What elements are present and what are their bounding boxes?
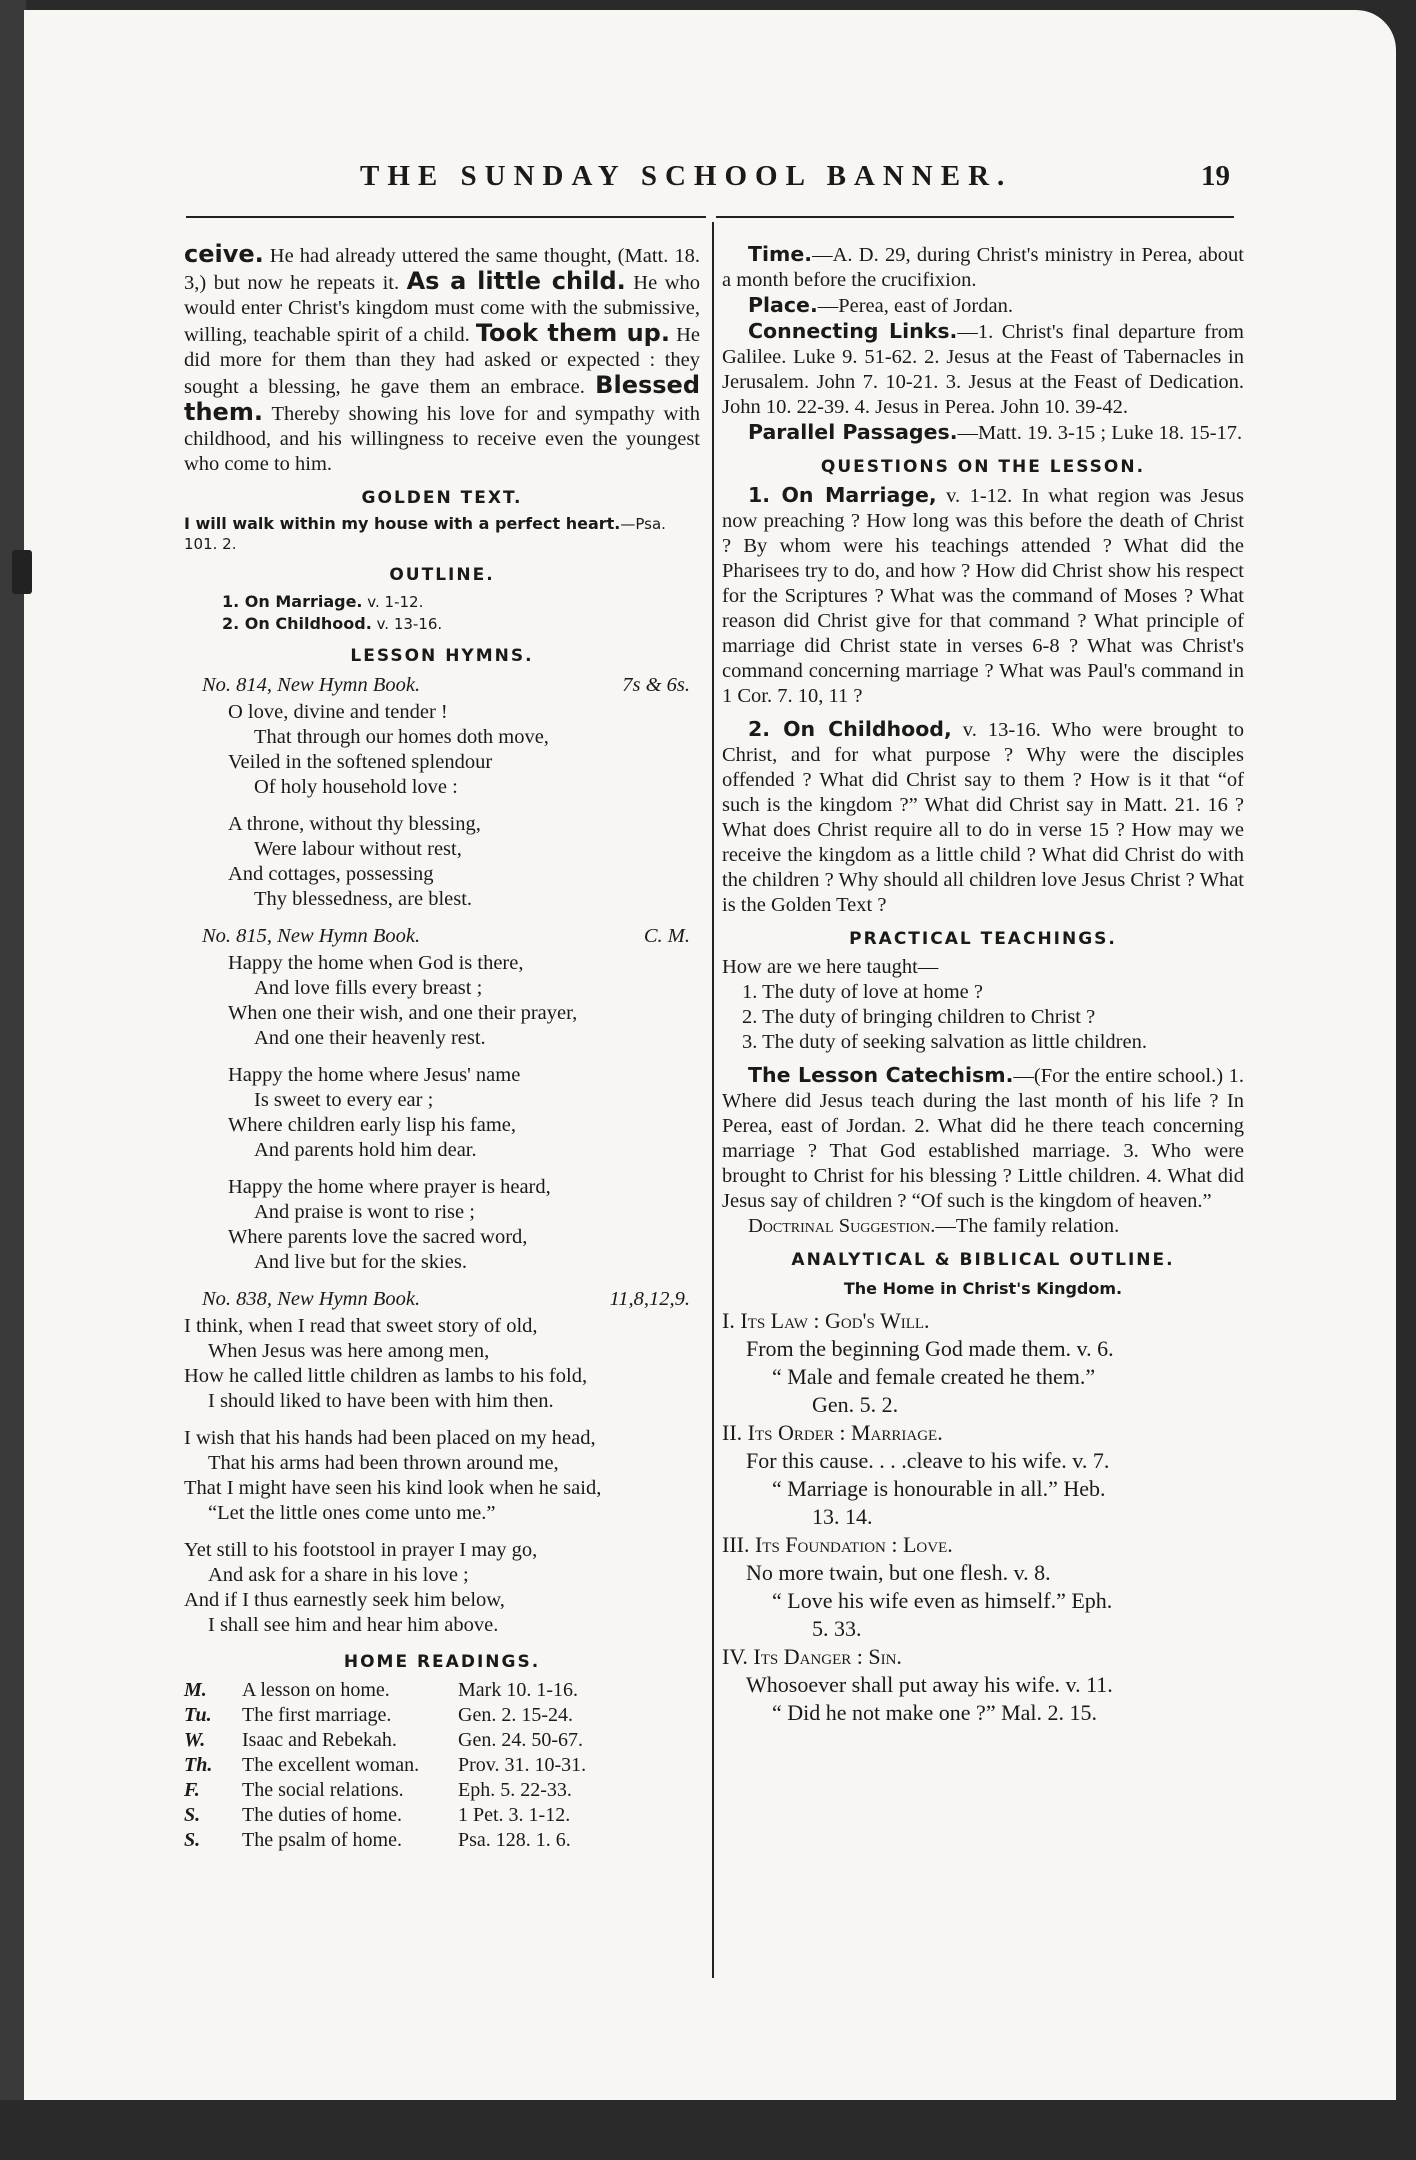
- home-readings-list: [184, 1678, 700, 1853]
- text: Thereby showing his love for and sympathy with childhood, and his willingness to receive even the youngest who come to him.: [184, 403, 700, 475]
- hymn-line: Yet still to his footstool in prayer I may go,: [184, 1539, 538, 1561]
- outline-label: 1. On Marriage.: [222, 592, 363, 611]
- parallel-label: Parallel Passages.: [748, 420, 958, 444]
- list-item: [184, 1828, 700, 1853]
- hymn-line: When one their wish, and one their prayer,: [228, 1002, 578, 1024]
- links-paragraph: [722, 319, 1244, 420]
- outline-section: II. Its Order : Marriage.: [722, 1420, 943, 1445]
- reading-text: The duties of home.: [242, 1804, 402, 1826]
- list-item: [184, 1678, 700, 1703]
- book-binding-edge: [0, 0, 26, 2160]
- hymn-line: And love fills every breast ;: [254, 977, 483, 999]
- outline-section: III. Its Foundation : Love.: [722, 1532, 953, 1557]
- hymn-line: When Jesus was here among men,: [208, 1340, 490, 1362]
- hymn-line: Veiled in the softened splendour: [228, 751, 493, 773]
- doctrinal-paragraph: [722, 1214, 1244, 1239]
- analytical-outline: [722, 1307, 1244, 1727]
- parallel-text: —Matt. 19. 3-15 ; Luke 18. 15-17.: [957, 422, 1243, 444]
- question-label: 1. On Marriage,: [748, 483, 937, 507]
- catechism-label: The Lesson Catechism.: [748, 1063, 1014, 1087]
- outline-line: For this cause. . . .cleave to his wife. v. 7.: [746, 1448, 1110, 1473]
- text: He who would enter Christ's kingdom must come with the submissive, willing, teachable spirit of a child.: [184, 272, 700, 346]
- hymn-stanza: [184, 1314, 700, 1414]
- hymn-line: Happy the home where prayer is heard,: [228, 1176, 551, 1198]
- hymn-line: I think, when I read that sweet story of old,: [184, 1315, 538, 1337]
- questions-heading: QUESTIONS ON THE LESSON.: [820, 457, 1146, 477]
- hymn-line: Were labour without rest,: [254, 838, 462, 860]
- question-paragraph: [722, 483, 1244, 709]
- outline-item: [184, 591, 700, 613]
- parallel-paragraph: [722, 420, 1244, 446]
- outline-line: “ Male and female created he them.”: [772, 1364, 1096, 1389]
- hymn-title: No. 838, New Hymn Book.: [202, 1288, 421, 1310]
- hymn-line: That his arms had been thrown around me,: [208, 1452, 559, 1474]
- place-text: —Perea, east of Jordan.: [817, 295, 1013, 317]
- hymn-line: I shall see him and hear him above.: [208, 1614, 499, 1636]
- hymn-line: “Let the little ones come unto me.”: [208, 1502, 496, 1524]
- golden-text-heading: GOLDEN TEXT.: [361, 488, 523, 508]
- hymn-line: And if I thus earnestly seek him below,: [184, 1589, 505, 1611]
- question-paragraph: [722, 717, 1244, 918]
- hymn-line: Thy blessedness, are blest.: [254, 888, 473, 910]
- time-paragraph: [722, 242, 1244, 293]
- list-item: [184, 1803, 700, 1828]
- hymn-stanza: [184, 1175, 700, 1275]
- reading-day: M.: [184, 1679, 207, 1701]
- outline-line: “ Did he not make one ?” Mal. 2. 15.: [772, 1700, 1098, 1725]
- reading-text: The excellent woman.: [242, 1754, 420, 1776]
- column-divider: [712, 222, 714, 1978]
- hymn-meter: 7s & 6s.: [622, 674, 690, 696]
- list-item: 3. The duty of seeking salvation as little children.: [742, 1031, 1147, 1053]
- links-text: —1. Christ's final departure from Galilee. Luke 9. 51-62. 2. Jesus at the Feast of Tabernacles in Jerusalem. John 7. 10-21. 3. Jesus at the Feast of Dedication. John 10. 22-39. 4. Jesus in Perea. John 10. 39-42.: [722, 321, 1244, 418]
- header-rule-right: [716, 216, 1234, 218]
- hymn-stanza: [184, 951, 700, 1051]
- hymn-line: And live but for the skies.: [254, 1251, 467, 1273]
- outline-section: I. Its Law : God's Will.: [722, 1308, 930, 1333]
- outline-ref: v. 1-12.: [362, 593, 424, 611]
- scan-bottom-edge: [0, 2100, 1416, 2160]
- outline-line: 13. 14.: [812, 1504, 873, 1529]
- hymn-meter: C. M.: [643, 925, 690, 947]
- reading-ref: Prov. 31. 10-31.: [458, 1754, 587, 1776]
- hymn-line: Of holy household love :: [254, 776, 458, 798]
- hymn-line: I wish that his hands had been placed on my head,: [184, 1427, 596, 1449]
- hymn-line: Where parents love the sacred word,: [228, 1226, 528, 1248]
- header-rule-left: [186, 216, 706, 218]
- hymn-stanza: [184, 700, 700, 800]
- reading-ref: Mark 10. 1-16.: [458, 1679, 578, 1701]
- hymn-line: O love, divine and tender !: [228, 701, 448, 723]
- reading-ref: Gen. 24. 50-67.: [458, 1729, 583, 1751]
- reading-ref: Psa. 128. 1. 6.: [458, 1829, 571, 1851]
- hymn-line: Happy the home where Jesus' name: [228, 1064, 521, 1086]
- hymns-heading: LESSON HYMNS.: [350, 646, 534, 666]
- outline-line: From the beginning God made them. v. 6.: [746, 1336, 1114, 1361]
- reading-ref: Gen. 2. 15-24.: [458, 1704, 573, 1726]
- list-item: [184, 1703, 700, 1728]
- text: He had already uttered the same thought, (Matt. 18. 3,) but now he repeats it.: [184, 245, 700, 294]
- hymn-header: [184, 673, 700, 698]
- hymn-line: And cottages, possessing: [228, 863, 434, 885]
- time-label: Time.: [748, 242, 813, 266]
- outline-line: “ Marriage is honourable in all.” Heb.: [772, 1476, 1106, 1501]
- analytical-subheading: The Home in Christ's Kingdom.: [843, 1279, 1123, 1298]
- list-item: 1. The duty of love at home ?: [742, 981, 984, 1003]
- list-item: [184, 1778, 700, 1803]
- running-title: THE SUNDAY SCHOOL BANNER.: [360, 160, 1013, 192]
- question-text: v. 13-16. Who were brought to Christ, and for what purpose ? Why were the disciples offended ? What did Christ say to them ? How is it that “of such is the kingdom ?” What did Christ say in Matt. 21. 16 ? What does Christ require all to do in verse 15 ? How may we receive the kingdom as a little child ? What did Christ do with the children ? Why should all children love Jesus Christ ? What is the Golden Text ?: [722, 719, 1244, 916]
- hymn-stanza: [184, 1063, 700, 1163]
- reading-text: The social relations.: [242, 1779, 404, 1801]
- left-column: [184, 242, 700, 1853]
- commentary-paragraph: [184, 242, 700, 477]
- hymn-title: No. 815, New Hymn Book.: [202, 925, 421, 947]
- reading-text: The psalm of home.: [242, 1829, 402, 1851]
- text: He did more for them than they had asked or expected : they sought a blessing, he gave them an embrace.: [184, 324, 701, 398]
- outline-line: “ Love his wife even as himself.” Eph.: [772, 1588, 1113, 1613]
- practical-intro: How are we here taught—: [722, 956, 939, 978]
- catechism-text: —(For the entire school.) 1. Where did Jesus teach during the last month of his life ? In Perea, east of Jordan. 2. What did he there teach concerning marriage ? That God established marriage. 3. Who were brought to Christ for his blessing ? Little children. 4. What did Jesus say of children ? “Of such is the kingdom of heaven.”: [722, 1065, 1244, 1212]
- reading-day: Tu.: [184, 1704, 212, 1726]
- outline-item: [184, 613, 700, 635]
- hymn-line: Is sweet to every ear ;: [254, 1089, 434, 1111]
- hymn-meter: 11,8,12,9.: [609, 1288, 690, 1310]
- reading-ref: 1 Pet. 3. 1-12.: [458, 1804, 571, 1826]
- outline-line: No more twain, but one flesh. v. 8.: [746, 1560, 1051, 1585]
- golden-text-ref: —Psa. 101. 2.: [184, 515, 666, 553]
- outline-heading: OUTLINE.: [389, 565, 495, 585]
- hymn-header: [184, 1287, 700, 1312]
- reading-day: W.: [184, 1729, 206, 1751]
- hymn-header: [184, 924, 700, 949]
- right-column: [722, 242, 1244, 1727]
- bold-phrase: As a little child.: [406, 267, 626, 295]
- doctrinal-label: Doctrinal Suggestion.: [748, 1215, 936, 1237]
- analytical-heading: ANALYTICAL & BIBLICAL OUTLINE.: [791, 1250, 1175, 1270]
- list-item: 2. The duty of bringing children to Christ ?: [742, 1006, 1096, 1028]
- bold-lead: ceive.: [184, 240, 264, 268]
- outline-section: IV. Its Danger : Sin.: [722, 1644, 902, 1669]
- practical-heading: PRACTICAL TEACHINGS.: [849, 929, 1117, 949]
- hymn-line: And one their heavenly rest.: [254, 1027, 486, 1049]
- reading-day: F.: [184, 1779, 200, 1801]
- hymn-line: A throne, without thy blessing,: [228, 813, 481, 835]
- hymn-stanza: [184, 812, 700, 912]
- hymn-line: And praise is wont to rise ;: [254, 1201, 475, 1223]
- golden-text-body: I will walk within my house with a perfect heart.: [184, 514, 621, 533]
- outline-line: Whosoever shall put away his wife. v. 11.: [746, 1672, 1113, 1697]
- reading-text: The first marriage.: [242, 1704, 392, 1726]
- outline-label: 2. On Childhood.: [222, 614, 372, 633]
- hymn-title: No. 814, New Hymn Book.: [202, 674, 421, 696]
- golden-text: [184, 514, 700, 554]
- place-label: Place.: [748, 293, 818, 317]
- home-readings-heading: HOME READINGS.: [343, 1652, 541, 1672]
- outline-ref: v. 13-16.: [371, 615, 443, 633]
- outline-line: 5. 33.: [812, 1616, 862, 1641]
- bold-phrase: Blessed them.: [184, 371, 700, 426]
- reading-text: A lesson on home.: [242, 1679, 390, 1701]
- list-item: [184, 1728, 700, 1753]
- hymn-line: How he called little children as lambs to his fold,: [184, 1365, 588, 1387]
- reading-ref: Eph. 5. 22-33.: [458, 1779, 572, 1801]
- page-header: [180, 160, 1230, 200]
- hymn-line: That I might have seen his kind look when he said,: [184, 1477, 602, 1499]
- question-label: 2. On Childhood,: [748, 717, 952, 741]
- doctrinal-text: —The family relation.: [935, 1215, 1120, 1237]
- reading-day: S.: [184, 1804, 201, 1826]
- reading-day: Th.: [184, 1754, 213, 1776]
- hymn-line: And parents hold him dear.: [254, 1139, 477, 1161]
- place-paragraph: [722, 293, 1244, 319]
- links-label: Connecting Links.: [748, 319, 958, 343]
- reading-text: Isaac and Rebekah.: [242, 1729, 397, 1751]
- list-item: [184, 1753, 700, 1778]
- hymn-stanza: [184, 1538, 700, 1638]
- hymn-line: Happy the home when God is there,: [228, 952, 524, 974]
- catechism-paragraph: [722, 1063, 1244, 1214]
- page-number: 19: [1201, 160, 1230, 192]
- bold-phrase: Took them up.: [475, 319, 670, 347]
- hymn-line: Where children early lisp his fame,: [228, 1114, 517, 1136]
- hymn-line: And ask for a share in his love ;: [208, 1564, 469, 1586]
- time-text: —A. D. 29, during Christ's ministry in Perea, about a month before the crucifixion.: [722, 244, 1244, 291]
- hymn-line: I should liked to have been with him then.: [208, 1390, 554, 1412]
- question-text: v. 1-12. In what region was Jesus now preaching ? How long was this before the death of Christ ? By whom were his teachings attended ? What did the Pharisees try to do, and how ? How did Christ show his respect for the Scriptures ? What was the command of Moses ? What reason did Christ give for that command ? What principle of marriage did Christ state in verses 6-8 ? What was Christ's command concerning marriage ? What was Paul's command in 1 Cor. 7. 10, 11 ?: [722, 485, 1244, 707]
- hymn-stanza: [184, 1426, 700, 1526]
- binding-clip: [12, 550, 32, 594]
- reading-day: S.: [184, 1829, 201, 1851]
- hymn-line: That through our homes doth move,: [254, 726, 549, 748]
- outline-line: Gen. 5. 2.: [812, 1392, 899, 1417]
